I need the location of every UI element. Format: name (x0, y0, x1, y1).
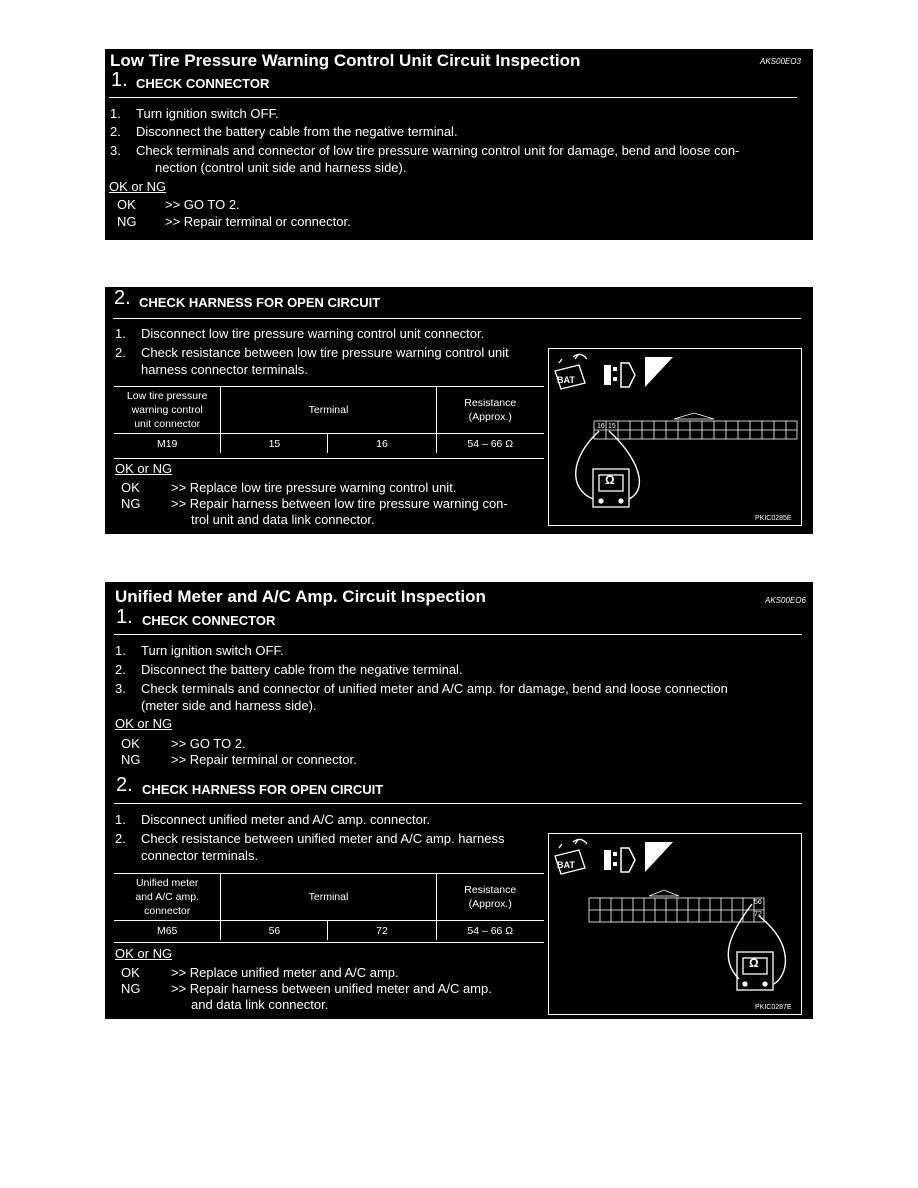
panel-low-tire-step1 (105, 49, 813, 240)
list-item: Disconnect the battery cable from the negative terminal. (136, 124, 458, 139)
list-item: Check resistance between unified meter and A/C amp. harness (141, 831, 505, 846)
ok-action: >> GO TO 2. (171, 736, 246, 751)
ohm-symbol: Ω (605, 473, 615, 487)
section-code: AKS00EO6 (765, 596, 806, 605)
table-bottom-rule (114, 942, 544, 943)
connector-icon (604, 848, 635, 872)
ok-label: OK (121, 736, 140, 751)
step-heading: CHECK CONNECTOR (136, 76, 270, 91)
table-header-resistance: Resistance (Approx.) (436, 387, 544, 434)
ng-label: NG (121, 752, 141, 767)
list-item-number: 3. (115, 681, 126, 696)
ng-action-continuation: trol unit and data link connector. (191, 512, 375, 527)
list-item: Disconnect the battery cable from the negative terminal. (141, 662, 463, 677)
step-number: 2. (116, 774, 133, 796)
resistance-table (114, 874, 544, 940)
list-item-continuation: connector terminals. (141, 848, 259, 863)
step-divider (114, 803, 802, 804)
harness-side-icon (645, 357, 673, 387)
step-divider (109, 97, 797, 98)
list-item: Disconnect unified meter and A/C amp. connector. (141, 812, 431, 827)
list-item: Turn ignition switch OFF. (136, 106, 279, 121)
table-header-connector: Unified meter and A/C amp. connector (114, 874, 221, 921)
connector-icon (604, 363, 635, 387)
step-divider (114, 634, 802, 635)
table-header-connector: Low tire pressure warning control unit connector (114, 387, 221, 434)
step-heading: CHECK CONNECTOR (142, 613, 276, 628)
ng-label: NG (121, 496, 141, 511)
list-item: Check terminals and connector of unified meter and A/C amp. for damage, bend and loose connection (141, 681, 728, 696)
ok-or-ng-label: OK or NG (109, 179, 167, 194)
ok-or-ng-label: OK or NG (115, 716, 173, 731)
table-row: M65 56 72 54 – 66 Ω (114, 921, 544, 941)
ng-label: NG (117, 214, 137, 229)
ok-action: >> GO TO 2. (165, 197, 240, 212)
table-header-terminal: Terminal (221, 874, 436, 921)
list-item: Turn ignition switch OFF. (141, 643, 284, 658)
section-title: Unified Meter and A/C Amp. Circuit Inspection (115, 587, 486, 606)
step-number: 1. (116, 606, 133, 628)
step-divider (113, 318, 801, 319)
list-item: Disconnect low tire pressure warning control unit connector. (141, 326, 485, 341)
ok-action: >> Replace low tire pressure warning control unit. (171, 480, 457, 495)
ok-action: >> Replace unified meter and A/C amp. (171, 965, 399, 980)
table-bottom-rule (114, 458, 544, 459)
list-item-number: 1. (115, 643, 126, 658)
ng-action-continuation: and data link connector. (191, 997, 329, 1012)
section-code: AKS00EO3 (760, 57, 801, 66)
ng-action: >> Repair terminal or connector. (171, 752, 357, 767)
list-item-continuation: nection (control unit side and harness side). (155, 160, 407, 175)
ng-label: NG (121, 981, 141, 996)
connector-outline (594, 413, 797, 439)
list-item: Check terminals and connector of low tire pressure warning control unit for damage, bend and loose con- (136, 143, 740, 158)
battery-label: BAT (557, 375, 575, 385)
connector-outline (589, 890, 764, 922)
ng-action: >> Repair terminal or connector. (165, 214, 351, 229)
step-number: 1. (111, 69, 128, 91)
step-heading: CHECK HARNESS FOR OPEN CIRCUIT (139, 295, 381, 310)
ohm-symbol: Ω (749, 956, 759, 970)
ok-or-ng-label: OK or NG (115, 946, 173, 961)
connector-diagram (548, 348, 802, 526)
list-item-number: 1. (115, 812, 126, 827)
list-item-continuation: harness connector terminals. (141, 362, 308, 377)
ng-action: >> Repair harness between unified meter and A/C amp. (171, 981, 492, 996)
list-item-number: 1. (110, 106, 121, 121)
pin-label: 16 (597, 423, 605, 430)
harness-side-label: H.S. (658, 374, 672, 381)
list-item: Check resistance between low tire pressure warning control unit (141, 345, 509, 360)
ok-label: OK (121, 480, 140, 495)
pin-label: 56 (754, 899, 762, 906)
diagram-drawing (549, 349, 801, 525)
harness-side-label: H.S. (658, 859, 672, 866)
table-header-resistance: Resistance (Approx.) (436, 874, 544, 921)
ok-label: OK (117, 197, 136, 212)
list-item-number: 1. (115, 326, 126, 341)
connector-diagram (548, 833, 802, 1015)
table-row: M19 15 16 54 – 66 Ω (114, 434, 544, 454)
step-number: 2. (114, 287, 131, 309)
harness-side-icon (645, 842, 673, 872)
figure-code: PKIC0285E (755, 515, 792, 522)
panel-low-tire-step2 (105, 287, 813, 534)
table-header-terminal: Terminal (221, 387, 436, 434)
battery-label: BAT (557, 860, 575, 870)
pin-label: 15 (608, 423, 616, 430)
list-item-number: 3. (110, 143, 121, 158)
section-title: Low Tire Pressure Warning Control Unit Circuit Inspection (110, 51, 581, 70)
pin-label: 72 (754, 911, 762, 918)
panel-unified-meter (105, 582, 813, 1019)
probe-leads (576, 431, 640, 499)
list-item-number: 2. (115, 831, 126, 846)
ok-or-ng-label: OK or NG (115, 461, 173, 476)
ng-action: >> Repair harness between low tire pressure warning con- (171, 496, 508, 511)
step-heading: CHECK HARNESS FOR OPEN CIRCUIT (142, 782, 384, 797)
resistance-table (114, 387, 544, 453)
list-item-number: 2. (115, 345, 126, 360)
figure-code: PKIC0287E (755, 1004, 792, 1011)
list-item-number: 2. (110, 124, 121, 139)
diagram-drawing (549, 834, 801, 1014)
list-item-number: 2. (115, 662, 126, 677)
ok-label: OK (121, 965, 140, 980)
list-item-continuation: (meter side and harness side). (141, 698, 317, 713)
